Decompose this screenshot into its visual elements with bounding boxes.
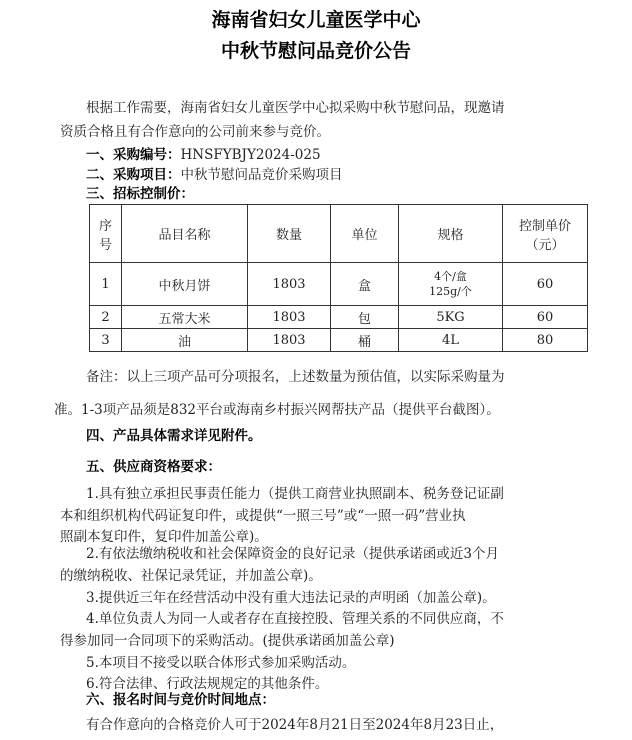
header-price bbox=[503, 205, 588, 263]
intro-line-1: 根据工作需要，海南省妇女儿童医学中心拟采购中秋节慰问品，现邀请 bbox=[86, 100, 505, 116]
section-label: 二、采购项目： bbox=[86, 167, 181, 183]
header-text: 号 bbox=[98, 237, 112, 253]
requirement-4-line-2: 得参加同一合同项下的采购活动。(提供承诺函加盖公章) bbox=[60, 633, 395, 649]
header-text: （元） bbox=[525, 237, 565, 253]
spec-text: 125g/个 bbox=[429, 285, 472, 298]
header-spec: 规格 bbox=[399, 205, 503, 263]
intro-line-2: 资质合格且有合作意向的公司前来参与竞价。 bbox=[60, 124, 330, 140]
closing-line: 有合作意向的合格竞价人可于2024年8月21日至2024年8月23日止， bbox=[86, 717, 504, 733]
cell-spec: 5KG bbox=[399, 306, 503, 329]
bid-price-table bbox=[89, 204, 588, 352]
section-supplier-qualification: 五、供应商资格要求： bbox=[86, 459, 221, 475]
requirement-1-line-2: 本和组织机构代码证复印件，或提供“一照三号”或“一照一码”营业执 bbox=[60, 508, 466, 524]
table-row bbox=[90, 306, 588, 329]
header-no bbox=[90, 205, 122, 263]
cell-name: 油 bbox=[122, 329, 248, 352]
cell-spec bbox=[399, 263, 503, 306]
note-line-1: 备注：以上三项产品可分项报名，上述数量为预估值，以实际采购量为 bbox=[86, 369, 505, 385]
table-row bbox=[90, 263, 588, 306]
section-requirements-attachment: 四、产品具体需求详见附件。 bbox=[86, 428, 262, 444]
header-qty: 数量 bbox=[248, 205, 331, 263]
purchase-number-value: HNSFYBJY2024-025 bbox=[180, 147, 321, 163]
requirement-1-line-3: 照副本复印件，复印件加盖公章)。 bbox=[60, 529, 268, 545]
document-title: 海南省妇女儿童医学中心 bbox=[211, 9, 421, 31]
section-registration-time: 六、报名时间与竞价时间地点： bbox=[86, 692, 275, 708]
cell-no: 1 bbox=[90, 263, 122, 306]
table-row bbox=[90, 329, 588, 352]
cell-qty: 1803 bbox=[248, 263, 331, 306]
cell-unit: 包 bbox=[331, 306, 399, 329]
cell-price: 80 bbox=[503, 329, 588, 352]
requirement-2-line-1: 2.有依法缴纳税收和社会保障资金的良好记录（提供承诺函或近3个月 bbox=[86, 546, 499, 562]
requirement-5: 5.本项目不接受以联合体形式参加采购活动。 bbox=[86, 655, 356, 671]
requirement-2-line-2: 的缴纳税收、社保记录凭证，并加盖公章)。 bbox=[60, 568, 322, 584]
table-header-row bbox=[90, 205, 588, 263]
cell-price: 60 bbox=[503, 263, 588, 306]
requirement-1-line-1: 1.具有独立承担民事责任能力（提供工商营业执照副本、税务登记证副 bbox=[86, 486, 504, 502]
header-text: 控制单价 bbox=[518, 218, 571, 234]
header-text: 序 bbox=[98, 218, 112, 234]
cell-price: 60 bbox=[503, 306, 588, 329]
cell-unit: 桶 bbox=[331, 329, 399, 352]
cell-name: 中秋月饼 bbox=[122, 263, 248, 306]
requirement-4-line-1: 4.单位负责人为同一人或者存在直接控股、管理关系的不同供应商，不 bbox=[86, 611, 504, 627]
requirement-3: 3.提供近三年在经营活动中没有重大违法记录的声明函（加盖公章)。 bbox=[86, 590, 496, 606]
cell-name: 五常大米 bbox=[122, 306, 248, 329]
section-label: 一、采购编号： bbox=[86, 147, 181, 163]
purchase-project-value: 中秋节慰问品竞价采购项目 bbox=[180, 167, 343, 183]
header-name: 品目名称 bbox=[122, 205, 248, 263]
note-line-2: 准。1-3项产品须是832平台或海南乡村振兴网帮扶产品（提供平台截图）。 bbox=[54, 402, 500, 418]
cell-spec: 4L bbox=[399, 329, 503, 352]
spec-text: 4个/盒 bbox=[434, 270, 467, 283]
cell-no: 3 bbox=[90, 329, 122, 352]
requirement-6: 6.符合法律、行政法规规定的其他条件。 bbox=[86, 676, 329, 692]
cell-unit: 盒 bbox=[331, 263, 399, 306]
cell-no: 2 bbox=[90, 306, 122, 329]
header-unit: 单位 bbox=[331, 205, 399, 263]
section-control-price: 三、招标控制价： bbox=[86, 186, 194, 202]
cell-qty: 1803 bbox=[248, 306, 331, 329]
cell-qty: 1803 bbox=[248, 329, 331, 352]
document-subtitle: 中秋节慰问品竞价公告 bbox=[220, 40, 411, 62]
